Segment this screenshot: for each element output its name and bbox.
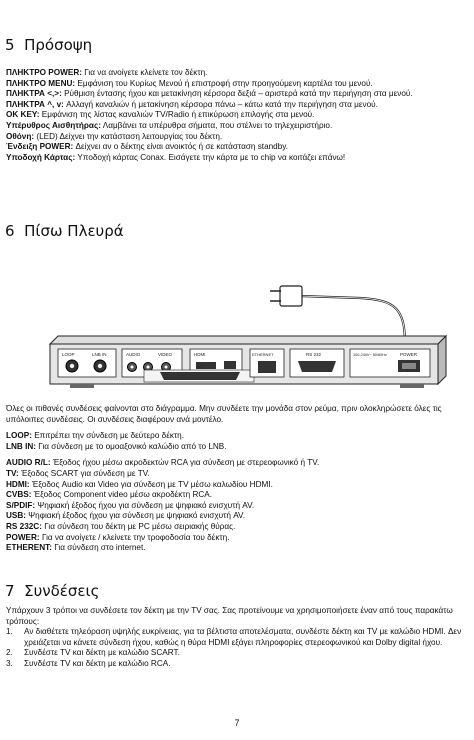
rear-connection-item-label: TV: xyxy=(6,468,19,478)
front-panel-item-label: ΠΛΗΚΤΡΟ MENU: xyxy=(6,78,76,88)
connections-text xyxy=(6,606,468,670)
rear-connection-item-text: Για να ανοίγετε / κλείνετε την τροφοδοσία του δέκτη. xyxy=(39,532,230,542)
label-audio: AUDIO xyxy=(126,352,141,357)
front-panel-item-label: OK KEY: xyxy=(6,110,40,120)
front-panel-item xyxy=(6,132,468,143)
section-6-heading xyxy=(5,222,124,240)
connection-step-number: 2. xyxy=(6,648,13,658)
front-panel-item xyxy=(6,79,468,90)
section-6-title: Πίσω Πλευρά xyxy=(24,222,124,240)
rear-connection-item-label: ETHERENT: xyxy=(6,543,52,553)
label-hdmi: HDMI xyxy=(194,352,206,357)
connections-intro: Υπάρχουν 3 τρόποι να συνδέσετε τον δέκτη με την TV σας. Σας προτείνουμε να χρησιμοποιήσετε έναν από τους παρακάτω τρόπους: xyxy=(6,606,453,626)
rear-connection-item-label: HDMI: xyxy=(6,479,30,489)
front-panel-item-text: Αλλαγή καναλιών ή μετακίνηση κέρσορα πάνω – κάτω κατά την περιήγηση στα μενού. xyxy=(63,99,378,109)
rear-connection-item-label: AUDIO R/L: xyxy=(6,458,51,468)
connections-steps xyxy=(6,627,468,669)
rear-panel-text xyxy=(6,404,468,554)
front-panel-item xyxy=(6,100,468,111)
rear-connection-item xyxy=(6,490,468,501)
front-panel-item-label: Οθόνη: xyxy=(6,131,35,141)
rear-connection-item xyxy=(6,533,468,544)
rear-connection-item-text: Ψηφιακή έξοδος ήχου για σύνδεση με ψηφιακό ενισχυτή AV. xyxy=(26,511,246,521)
rear-connection-item xyxy=(6,480,468,491)
front-panel-item-text: (LED) Δείχνει την κατάσταση λειτουργίας του δέκτη. xyxy=(34,131,223,141)
label-lnb-in: LNB IN xyxy=(92,352,107,357)
front-panel-item-text: Δείχνει αν ο δέκτης είναι ανοικτός ή σε κατάσταση standby. xyxy=(73,142,289,152)
connection-step-number: 1. xyxy=(6,627,13,637)
front-panel-item xyxy=(6,110,468,121)
rear-connection-item xyxy=(6,469,468,480)
front-panel-item-label: Υπέρυθρος Αισθητήρας: xyxy=(6,120,101,130)
section-7-heading xyxy=(5,582,99,600)
section-5-title: Πρόσοψη xyxy=(24,36,93,54)
front-panel-item-label: ΠΛΗΚΤΡΑ ^, v: xyxy=(6,99,64,109)
section-7-number: 7 xyxy=(5,582,15,600)
label-loop: LOOP xyxy=(62,352,75,357)
label-tv: TV xyxy=(196,365,202,370)
front-panel-item-label: Υποδοχή Κάρτας: xyxy=(6,152,76,162)
rear-connection-item-label: LOOP: xyxy=(6,431,32,441)
front-panel-item-text: Ρύθμιση έντασης ήχου και μετακίνηση κέρσορα δεξιά – αριστερά κατά την περιήγηση στα μενού. xyxy=(61,89,413,99)
front-panel-item xyxy=(6,68,468,79)
rear-panel-intro: Όλες οι πιθανές συνδέσεις φαίνονται στο διάγραμμα. Μην συνδέετε την μονάδα στον ρεύμα, πριν ολοκληρώσετε όλες τις υπόλοιπες συνδέσεις. Οι συνδέσεις διαφέρουν ανά μοντέλο. xyxy=(6,404,442,424)
rear-connection-item-text: Ψηφιακή έξοδος ήχου για σύνδεση με ψηφιακό ενισχυτή AV. xyxy=(35,500,255,510)
front-panel-item-label: ΠΛΗΚΤΡΑ <,>: xyxy=(6,89,62,99)
section-7-title: Συνδέσεις xyxy=(24,582,100,600)
section-5-number: 5 xyxy=(5,36,15,54)
rear-connection-item xyxy=(6,431,468,442)
front-panel-item-label: Ένδειξη POWER: xyxy=(6,142,74,152)
front-panel-item xyxy=(6,89,468,100)
connection-step-text: Συνδέστε TV και δέκτη με καλώδιο RCA. xyxy=(24,658,171,668)
front-panel-item-text: Υποδοχή κάρτας Conax. Εισάγετε την κάρτα με το chip να κοιτάζει επάνω! xyxy=(75,152,346,162)
front-panel-list xyxy=(6,68,468,163)
rear-connection-item-label: USB: xyxy=(6,511,27,521)
rear-connection-item xyxy=(6,511,468,522)
rear-connection-item-text: Έξοδος SCART για σύνδεση με TV. xyxy=(18,468,150,478)
rear-panel-group-1 xyxy=(6,431,468,452)
front-panel-item-text: Εμφάνιση του Κυρίως Μενού ή επιστροφή στην προηγούμενη καρτέλα του μενού. xyxy=(75,78,373,88)
rear-connection-item-text: Έξοδος Audio και Video για σύνδεση με TV μέσω καλωδίου HDMI. xyxy=(29,479,273,489)
rear-connection-item xyxy=(6,501,468,512)
connection-step xyxy=(6,627,468,648)
connection-step xyxy=(6,659,468,670)
label-rating: 100-240V~ 50/60Hz xyxy=(353,353,387,357)
label-power: POWER xyxy=(400,352,418,357)
rear-connection-item-text: Για σύνδεση με το ομοαξονικό καλώδιο από το LNB. xyxy=(36,441,227,451)
front-panel-item xyxy=(6,121,468,132)
label-ethernet: ETHERNET xyxy=(252,352,274,357)
front-panel-item-text: Για να ανοίγετε κλείνετε τον δέκτη. xyxy=(81,68,208,77)
section-5-heading xyxy=(5,36,92,54)
rear-connection-item-label: POWER: xyxy=(6,532,40,542)
rear-connection-item-label: CVBS: xyxy=(6,490,32,500)
rear-connection-item-label: LNB IN: xyxy=(6,441,37,451)
front-panel-item xyxy=(6,142,468,153)
rear-connection-item-text: Έξοδος Component video μέσω ακροδέκτη RCA. xyxy=(31,490,213,500)
section-6-number: 6 xyxy=(5,222,15,240)
rear-connection-item-label: RS 232C: xyxy=(6,521,42,531)
front-panel-item-label: ΠΛΗΚΤΡΟ POWER: xyxy=(6,68,82,77)
connection-step-number: 3. xyxy=(6,658,13,668)
rear-connection-item-text: Επιτρέπει την σύνδεση με δεύτερο δέκτη. xyxy=(31,431,185,441)
label-video: VIDEO xyxy=(158,352,173,357)
connection-step xyxy=(6,648,468,659)
connection-step-text: Συνδέστε TV και δέκτη με καλώδιο SCART. xyxy=(24,648,180,658)
rear-connection-item-text: Για σύνδεση του δέκτη με PC μέσω σειριακής θύρας. xyxy=(41,521,236,531)
page-number: 7 xyxy=(234,718,240,728)
front-panel-item-text: Λαμβάνει τα υπέρυθρα σήματα, που στέλνει το τηλεχειριστήριο. xyxy=(100,120,333,130)
connection-step-text: Αν διαθέτετε τηλεόραση υψηλής ευκρίνειας, για τα βέλτιστα αποτελέσματα, συνδέστε δέκτη και TV με καλώδιο HDMI. Δεν χρειάζεται να κάνετε σύνδεση ήχου, καθώς η θύρα HDMI εξάγει πληροφορίες στερεοφωνικού και Dolby digital ήχου. xyxy=(24,627,462,647)
rear-panel-diagram xyxy=(0,248,474,398)
rear-connection-item xyxy=(6,442,468,453)
rear-connection-item xyxy=(6,458,468,469)
rear-panel-group-2 xyxy=(6,458,468,553)
front-panel-item-text: Εμφάνιση της λίστας καναλιών TV/Radio ή επικύρωση επιλογής στα μενού. xyxy=(39,110,315,120)
rear-connection-item xyxy=(6,543,468,554)
front-panel-item xyxy=(6,153,468,164)
rear-connection-item-label: S/PDIF: xyxy=(6,500,36,510)
rear-connection-item xyxy=(6,522,468,533)
rear-connection-item-text: Για σύνδεση στο internet. xyxy=(51,543,146,553)
label-rs232: RS 232 xyxy=(306,352,322,357)
rear-connection-item-text: Έξοδος ήχου μέσω ακροδεκτών RCA για σύνδεση με στερεοφωνικό ή TV. xyxy=(50,458,320,468)
